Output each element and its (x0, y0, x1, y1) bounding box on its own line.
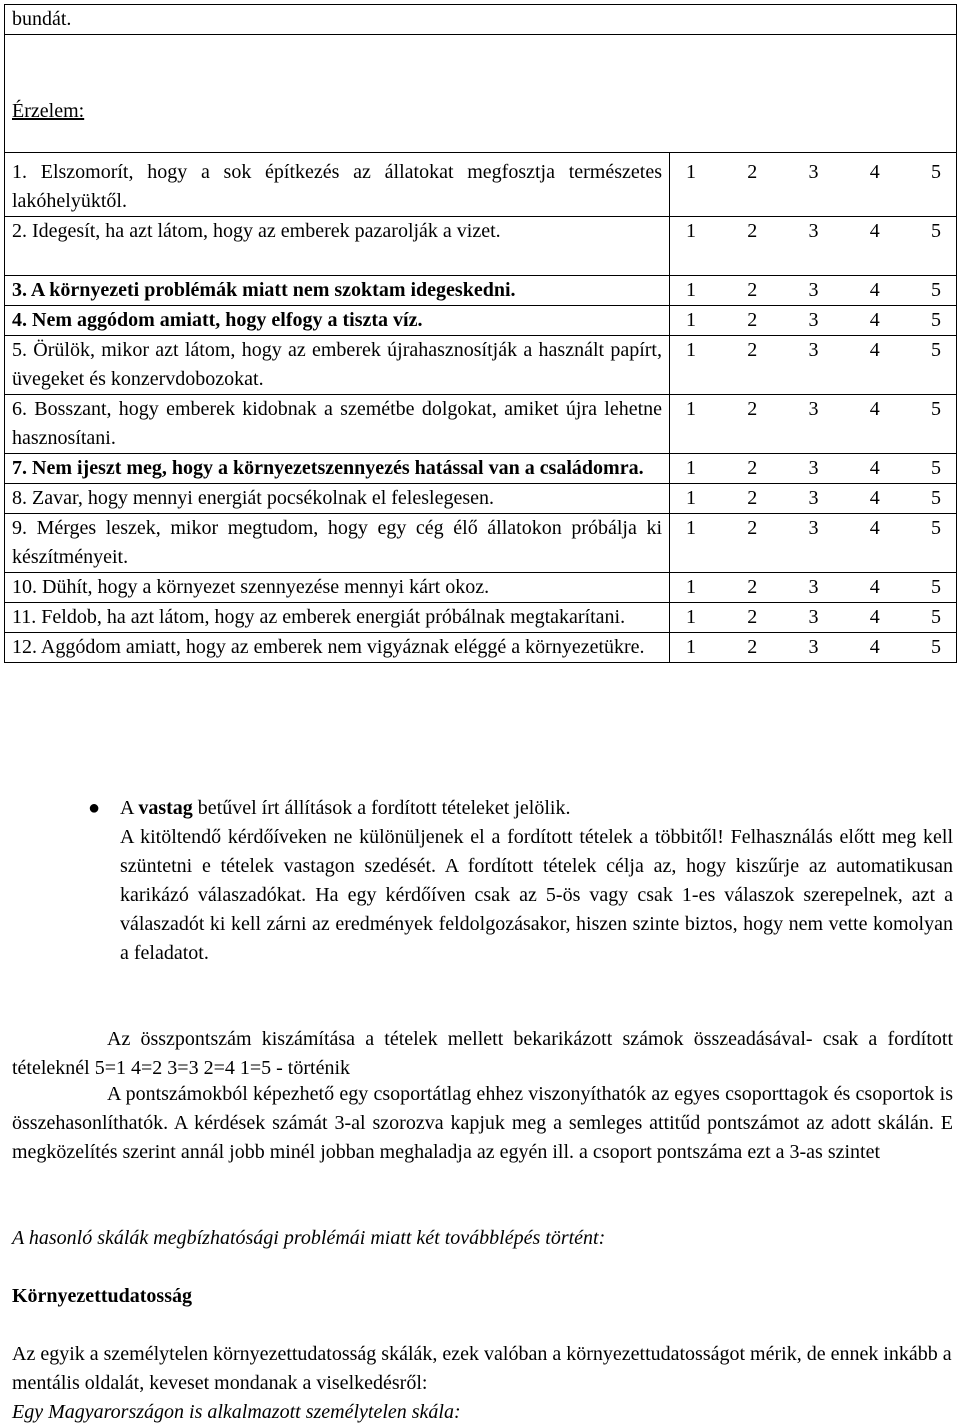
scale-option: 1 (686, 398, 696, 420)
scale-option: 5 (931, 457, 941, 479)
scoring-paragraph-2: A pontszámokból képezhető egy csoportátlag ehhez viszonyíthatók az egyes csoporttagok és csoportok is összehasonlíthatók. A kérdések számát 3-al szorozva kapjuk meg a semleges attitűd pontszámot az adott skálán. E megközelítés szerint annál jobb minél jobban meghaladja az egyén ill. a csoport pontszáma ezt a 3-as szintet (12, 1083, 953, 1163)
likert-scale (686, 603, 941, 632)
item-text: 3. A környezeti problémák miatt nem szoktam idegeskedni. (5, 276, 670, 306)
table-row (5, 633, 957, 663)
table-row (5, 454, 957, 484)
likert-scale (686, 484, 941, 513)
table-row (5, 395, 957, 454)
table-row (5, 514, 957, 573)
likert-scale (686, 514, 941, 543)
scale-option: 2 (747, 398, 758, 420)
scale-option: 1 (686, 457, 696, 479)
table-row (5, 217, 957, 276)
scale-option: 5 (931, 161, 941, 183)
scale-option: 4 (869, 309, 880, 331)
item-scale (670, 573, 957, 603)
item-scale (670, 633, 957, 663)
scale-option: 3 (808, 487, 819, 509)
scale-option: 2 (747, 636, 758, 658)
table-row (5, 484, 957, 514)
bullet-line (88, 794, 958, 823)
scale-option: 1 (686, 309, 696, 331)
final-paragraph: Az egyik a személytelen környezettudatosság skálák, ezek valóban a környezettudatosságot mérik, de ennek inkább a mentális oldalát, keveset mondanak a viselkedésről: (12, 1343, 952, 1394)
scale-option: 1 (686, 220, 696, 242)
section2-heading: Környezettudatosság (12, 1285, 192, 1307)
item-scale (670, 153, 957, 217)
likert-scale (686, 454, 941, 483)
scale-option: 4 (869, 457, 880, 479)
table-row (5, 153, 957, 217)
scale-option: 1 (686, 339, 696, 361)
likert-scale (686, 217, 941, 246)
section-heading: Érzelem: (12, 100, 85, 122)
scale-option: 2 (747, 339, 758, 361)
item-text: 5. Örülök, mikor azt látom, hogy az emberek újrahasznosítják a használt papírt, üvegeket és konzervdobozokat. (5, 336, 670, 395)
scale-option: 3 (808, 161, 819, 183)
last-line: Egy Magyarországon is alkalmazott személytelen skála: (12, 1401, 461, 1423)
scale-option: 1 (686, 576, 696, 598)
scale-option: 5 (931, 220, 941, 242)
scale-option: 1 (686, 487, 696, 509)
scale-option: 2 (747, 309, 758, 331)
scale-option: 1 (686, 636, 696, 658)
scale-option: 3 (808, 457, 819, 479)
scale-option: 3 (808, 517, 819, 539)
item-scale (670, 306, 957, 336)
items-body (5, 153, 957, 663)
item-text: 7. Nem ijeszt meg, hogy a környezetszennyezés hatással van a családomra. (5, 454, 670, 484)
likert-scale (686, 306, 941, 335)
likert-scale (686, 276, 941, 305)
scale-option: 2 (747, 487, 758, 509)
table-cell (5, 35, 957, 153)
item-text: 6. Bosszant, hogy emberek kidobnak a szemétbe dolgokat, amiket újra lehetne hasznosítani. (5, 395, 670, 454)
table-row (5, 5, 957, 35)
scale-option: 5 (931, 636, 941, 658)
scale-option: 4 (869, 398, 880, 420)
scale-option: 3 (808, 576, 819, 598)
scale-option: 3 (808, 220, 819, 242)
scale-option: 5 (931, 517, 941, 539)
scale-option: 4 (869, 161, 880, 183)
scale-option: 4 (869, 517, 880, 539)
likert-scale (686, 573, 941, 602)
bullet-text (88, 797, 570, 819)
bullet-icon: ● (88, 797, 101, 819)
scoring-paragraph-1: Az összpontszám kiszámítása a tételek mellett bekarikázott számok összeadásával- csak a fordított tételeknél 5=1 4=2 3=3 2=4 1=5 - történik (12, 1028, 953, 1079)
scale-option: 4 (869, 636, 880, 658)
likert-scale (686, 336, 941, 365)
scale-option: 1 (686, 606, 696, 628)
likert-scale (686, 395, 941, 424)
table-row (5, 35, 957, 153)
scale-option: 2 (747, 576, 758, 598)
table-cell (5, 5, 957, 35)
scale-option: 3 (808, 398, 819, 420)
scale-option: 1 (686, 161, 696, 183)
scale-option: 3 (808, 636, 819, 658)
likert-scale (686, 633, 941, 662)
scale-option: 2 (747, 279, 758, 301)
scale-option: 4 (869, 279, 880, 301)
scale-option: 3 (808, 606, 819, 628)
item-text: 10. Dühít, hogy a környezet szennyezése mennyi kárt okoz. (5, 573, 670, 603)
scale-option: 5 (931, 339, 941, 361)
item-scale (670, 603, 957, 633)
scale-option: 5 (931, 398, 941, 420)
item-scale (670, 276, 957, 306)
scale-option: 2 (747, 161, 758, 183)
scale-option: 3 (808, 339, 819, 361)
scale-option: 5 (931, 487, 941, 509)
scale-option: 4 (869, 606, 880, 628)
item-text: 11. Feldob, ha azt látom, hogy az emberek energiát próbálnak megtakarítani. (5, 603, 670, 633)
scale-option: 2 (747, 517, 758, 539)
item-text: 4. Nem aggódom amiatt, hogy elfogy a tiszta víz. (5, 306, 670, 336)
item-scale (670, 514, 957, 573)
top-fragment: bundát. (12, 8, 72, 30)
table-row (5, 603, 957, 633)
scale-option: 3 (808, 309, 819, 331)
scale-option: 4 (869, 487, 880, 509)
scale-option: 5 (931, 576, 941, 598)
scale-option: 4 (869, 339, 880, 361)
scale-option: 1 (686, 279, 696, 301)
table-row (5, 336, 957, 395)
scale-option: 5 (931, 309, 941, 331)
bullet-bold-word: vastag (138, 797, 193, 819)
scale-option: 5 (931, 279, 941, 301)
bullet-post: betűvel írt állítások a fordított tételeket jelölik. (192, 797, 571, 819)
questionnaire-table (4, 4, 957, 663)
italic-note: A hasonló skálák megbízhatósági problémái miatt két továbblépés történt: (12, 1227, 606, 1249)
item-scale (670, 484, 957, 514)
scale-option: 5 (931, 606, 941, 628)
table-row (5, 276, 957, 306)
bullet-pre: A (120, 797, 139, 819)
likert-scale (686, 158, 941, 187)
item-scale (670, 336, 957, 395)
item-text: 9. Mérges leszek, mikor megtudom, hogy egy cég élő állatokon próbálja ki készítményeit. (5, 514, 670, 573)
item-text: 8. Zavar, hogy mennyi energiát pocsékolnak el feleslegesen. (5, 484, 670, 514)
scale-option: 2 (747, 220, 758, 242)
table-row (5, 306, 957, 336)
item-text: 2. Idegesít, ha azt látom, hogy az emberek pazarolják a vizet. (5, 217, 670, 276)
note-paragraph: A kitöltendő kérdőíveken ne különüljenek el a fordított tételek a többitől! Felhasználás előtt meg kell szüntetni e tételek vastagon szedését. A fordított tételek célja az, hogy kiszűrje az automatikusan karikázó válaszadókat. Ha egy kérdőíven csak az 5-ös vagy csak 1-es válaszok szerepelnek, azt a válaszadót ki kell zárni az eredmények feldolgozásakor, hiszen szinte biztos, hogy nem vette komolyan a feladatot. (120, 826, 953, 964)
scale-option: 4 (869, 220, 880, 242)
item-scale (670, 454, 957, 484)
scale-option: 2 (747, 606, 758, 628)
item-text: 12. Aggódom amiatt, hogy az emberek nem vigyáznak eléggé a környezetükre. (5, 633, 670, 663)
scale-option: 1 (686, 517, 696, 539)
item-scale (670, 395, 957, 454)
scale-option: 2 (747, 457, 758, 479)
item-text: 1. Elszomorít, hogy a sok építkezés az állatokat megfosztja természetes lakóhelyüktől. (5, 153, 670, 217)
table-row (5, 573, 957, 603)
item-scale (670, 217, 957, 276)
scale-option: 3 (808, 279, 819, 301)
scale-option: 4 (869, 576, 880, 598)
